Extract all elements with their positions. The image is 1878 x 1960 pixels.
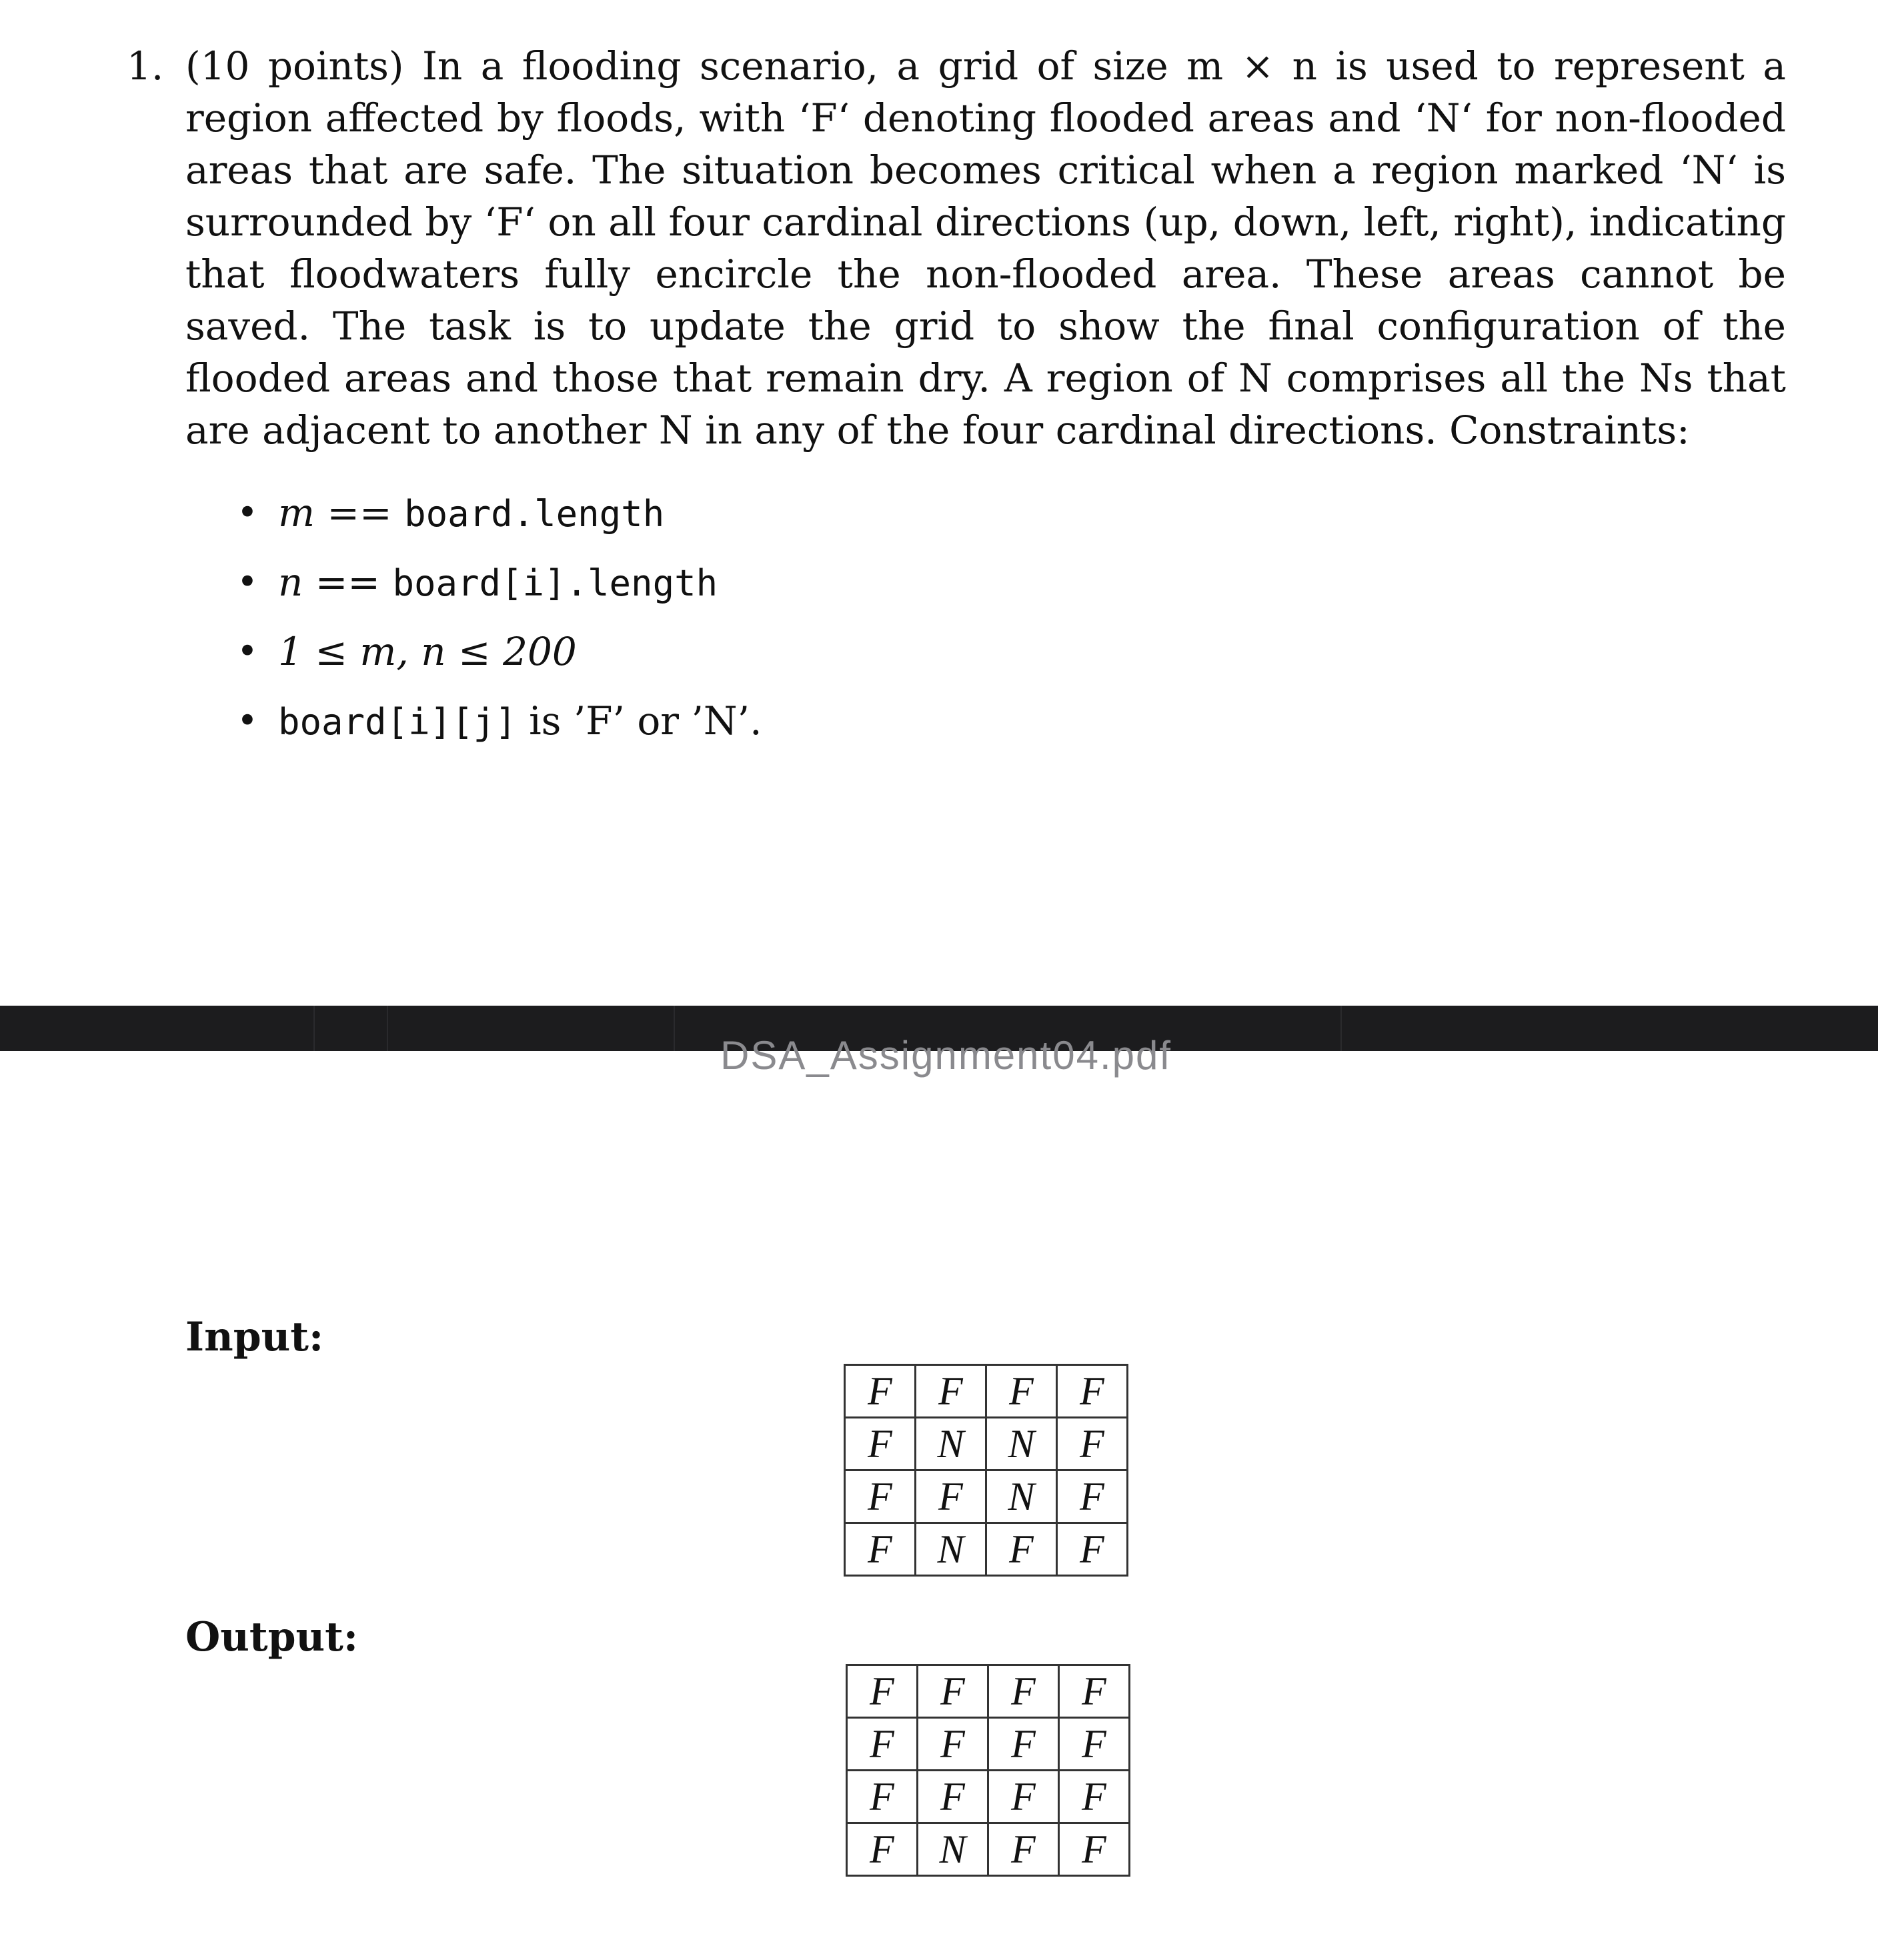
constraint-item: [237, 556, 762, 626]
grid-cell: F: [847, 1771, 918, 1823]
grid-cell: F: [918, 1771, 988, 1823]
grid-cell: F: [918, 1665, 988, 1718]
grid-cell: F: [988, 1771, 1059, 1823]
input-grid: [844, 1364, 1128, 1577]
toolbar-divider: [387, 1006, 388, 1051]
grid-row: [845, 1418, 1128, 1471]
grid-cell: F: [1059, 1823, 1130, 1876]
grid-row: [847, 1771, 1130, 1823]
constraints-list: [237, 487, 762, 764]
bullet-icon: •: [237, 492, 258, 534]
bullet-icon: •: [237, 630, 258, 672]
output-grid: [846, 1664, 1130, 1877]
toolbar-divider: [313, 1006, 315, 1051]
grid-cell: F: [845, 1523, 916, 1576]
constraint-code: board.length: [404, 493, 665, 535]
constraint-code: board[i].length: [392, 562, 718, 604]
grid-cell: N: [986, 1471, 1057, 1523]
grid-row: [845, 1471, 1128, 1523]
grid-cell: F: [847, 1823, 918, 1876]
grid-cell: N: [986, 1418, 1057, 1471]
grid-row: [847, 1823, 1130, 1876]
document-title[interactable]: DSA_Assignment04.pdf: [720, 1033, 1172, 1078]
grid-cell: N: [918, 1823, 988, 1876]
grid-cell: F: [988, 1823, 1059, 1876]
constraint-math: n ==: [278, 560, 380, 605]
output-label: Output:: [185, 1614, 359, 1661]
problem-number: 1.: [127, 43, 164, 89]
grid-cell: F: [845, 1365, 916, 1418]
grid-cell: F: [845, 1471, 916, 1523]
constraint-math: 1 ≤ m, n ≤ 200: [278, 629, 577, 674]
toolbar-divider: [1340, 1006, 1342, 1051]
grid-cell: F: [1059, 1665, 1130, 1718]
grid-cell: F: [988, 1665, 1059, 1718]
grid-row: [845, 1365, 1128, 1418]
grid-cell: F: [986, 1365, 1057, 1418]
constraint-math: m ==: [278, 490, 392, 536]
grid-row: [845, 1523, 1128, 1576]
grid-cell: N: [916, 1523, 986, 1576]
grid-row: [847, 1665, 1130, 1718]
grid-cell: F: [988, 1718, 1059, 1771]
constraint-code: board[i][j]: [278, 701, 517, 743]
constraint-item: [237, 487, 762, 556]
grid-cell: F: [986, 1523, 1057, 1576]
grid-cell: F: [847, 1718, 918, 1771]
grid-row: [847, 1718, 1130, 1771]
pdf-viewer-titlebar: [0, 1006, 1878, 1078]
bullet-icon: •: [237, 561, 258, 603]
grid-cell: F: [847, 1665, 918, 1718]
grid-cell: F: [1057, 1418, 1128, 1471]
toolbar-divider: [674, 1006, 675, 1051]
problem-text: (10 points) In a flooding scenario, a grid of size m × n is used to represent a region affected by floods, with ‘F‘ denoting flooded areas and ‘N‘ for non-flooded areas that are safe. The situation becomes critical when a region marked ‘N‘ is surrounded by ‘F‘ on all four cardinal directions (up, down, left, right), indicating that floodwaters fully encircle the non-flooded area. These areas cannot be saved. The task is to update the grid to show the final configuration of the flooded areas and those that remain dry. A region of N comprises all the Ns that are adjacent to another N in any of the four cardinal directions. Constraints:: [185, 43, 1786, 453]
constraint-item: [237, 626, 762, 695]
grid-cell: F: [1059, 1718, 1130, 1771]
grid-cell: F: [1057, 1471, 1128, 1523]
grid-cell: F: [918, 1718, 988, 1771]
grid-cell: F: [1059, 1771, 1130, 1823]
input-label: Input:: [185, 1314, 324, 1360]
bullet-icon: •: [237, 700, 258, 742]
constraint-item: [237, 695, 762, 764]
grid-cell: F: [916, 1365, 986, 1418]
grid-cell: F: [1057, 1365, 1128, 1418]
grid-cell: N: [916, 1418, 986, 1471]
grid-cell: F: [1057, 1523, 1128, 1576]
grid-cell: F: [845, 1418, 916, 1471]
grid-cell: F: [916, 1471, 986, 1523]
constraint-rest: is ’F’ or ’N’.: [529, 698, 762, 744]
